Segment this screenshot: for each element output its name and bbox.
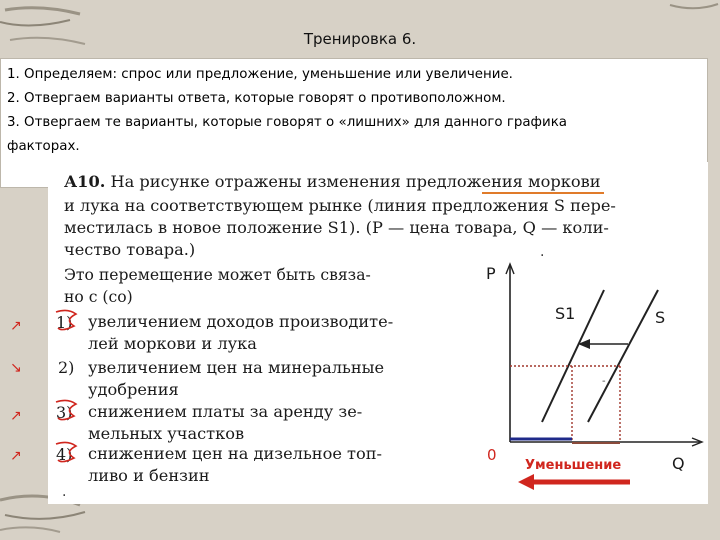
p-axis-label: P: [486, 264, 496, 283]
question-line-2: но с (со): [64, 288, 133, 306]
option-3-strike-mark: [52, 396, 82, 424]
task-text-line-1: На рисунке отражены изменения предложения моркови: [110, 172, 601, 191]
option-1-marker: ↗: [10, 318, 22, 334]
question-line-1: Это перемещение может быть связа-: [64, 266, 371, 284]
small-tick: -: [602, 376, 606, 387]
option-4-text-line-1: снижением цен на дизельное топ-: [88, 444, 382, 463]
option-2-text-line-1: увеличением цен на минеральные: [88, 358, 385, 377]
rule-line-4: факторах.: [7, 139, 80, 154]
origin-label: 0: [487, 446, 497, 464]
decrease-arrow-head: [518, 474, 534, 490]
option-1-text-line-1: увеличением доходов производите-: [88, 312, 394, 331]
option-4-marker: ↗: [10, 448, 22, 464]
option-4-text-line-2: ливо и бензин: [88, 466, 210, 485]
q-axis-label: Q: [672, 454, 685, 473]
option-3-number: 3): [56, 403, 73, 422]
task-line-1: [64, 172, 601, 191]
stray-dot: .: [62, 484, 67, 500]
option-2-marker: ↘: [10, 360, 22, 376]
option-2-number: 2): [58, 358, 75, 377]
option-3-marker: ↗: [10, 408, 22, 424]
option-1-number: 1): [56, 313, 73, 332]
rule-line-1: 1. Определяем: спрос или предложение, уменьшение или увеличение.: [7, 67, 513, 82]
task-line-3: местилась в новое положение S1). (P — цена товара, Q — коли-: [64, 218, 609, 237]
slide-title: Тренировка 6.: [303, 30, 417, 48]
supply-underline: [482, 192, 604, 194]
option-1-strike-mark: [52, 306, 82, 334]
s-curve-label: S: [655, 308, 666, 327]
s1-curve-label: S1: [555, 304, 576, 323]
task-number: А10.: [64, 172, 106, 191]
decrease-label: Уменьшение: [525, 458, 622, 473]
rule-line-2: 2. Отвергаем варианты ответа, которые говорят о противоположном.: [7, 91, 506, 106]
option-4-strike-mark: [52, 438, 82, 466]
option-3-text-line-2: мельных участков: [88, 424, 245, 443]
option-4-number: 4): [56, 445, 73, 464]
rule-line-3: 3. Отвергаем те варианты, которые говорят о «лишних» для данного графика: [7, 115, 568, 130]
option-2-text-line-2: удобрения: [88, 380, 179, 399]
option-1-text-line-2: лей моркови и лука: [88, 334, 257, 353]
stray-dot-2: .: [540, 244, 545, 260]
task-line-2: и лука на соответствующем рынке (линия предложения S пере-: [64, 196, 616, 215]
s-curve: [588, 290, 658, 422]
option-3-text-line-1: снижением платы за аренду зе-: [88, 402, 363, 421]
task-line-4: чество товара.): [64, 240, 196, 259]
